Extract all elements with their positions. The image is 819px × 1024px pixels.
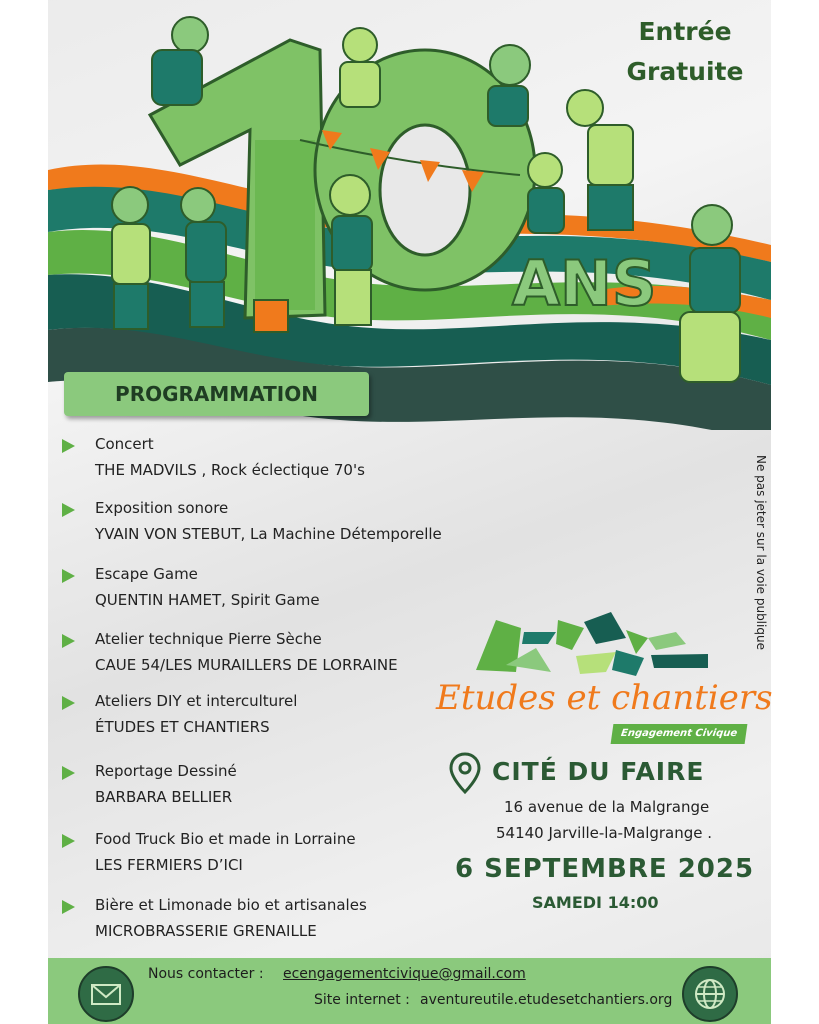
program-item-title: Atelier technique Pierre Sèche xyxy=(95,630,322,648)
triangle-bullet-icon xyxy=(62,900,75,914)
program-item-detail: YVAIN VON STEBUT, La Machine Détemporelle xyxy=(95,525,442,543)
envelope-icon[interactable] xyxy=(78,966,134,1022)
side-notice: Ne pas jeter sur la voie publique xyxy=(754,455,768,650)
program-item-detail: ÉTUDES ET CHANTIERS xyxy=(95,718,270,736)
program-item-title: Food Truck Bio et made in Lorraine xyxy=(95,830,356,848)
program-item-title: Exposition sonore xyxy=(95,499,229,517)
triangle-bullet-icon xyxy=(62,696,75,710)
organizer-tagline: Engagement Civique xyxy=(611,724,748,744)
website-label: Site internet : xyxy=(314,992,410,1008)
program-item-title: Escape Game xyxy=(95,565,198,583)
free-entry-line2: Gratuite xyxy=(626,57,744,86)
venue-address-line2: 54140 Jarville-la-Malgrange . xyxy=(496,824,713,842)
ans-text: ANS xyxy=(512,247,657,320)
triangle-bullet-icon xyxy=(62,634,75,648)
character-top-right xyxy=(488,45,530,126)
program-item-detail: MICROBRASSERIE GRENAILLE xyxy=(95,922,317,940)
character-left xyxy=(112,187,150,329)
website-link[interactable]: aventureutile.etudesetchantiers.org xyxy=(420,992,673,1008)
program-item-detail: BARBARA BELLIER xyxy=(95,788,233,806)
triangle-bullet-icon xyxy=(62,439,75,453)
event-day-time: SAMEDI 14:00 xyxy=(532,893,659,912)
programmation-title: PROGRAMMATION xyxy=(115,382,318,406)
program-item-title: Bière et Limonade bio et artisanales xyxy=(95,896,367,914)
free-entry-line1: Entrée xyxy=(638,17,732,46)
character-trumpet xyxy=(528,153,564,233)
organizer-name: Etudes et chantiers xyxy=(436,678,773,718)
venue-address-line1: 16 avenue de la Malgrange xyxy=(504,798,710,816)
triangle-bullet-icon xyxy=(62,503,75,517)
program-item-detail: THE MADVILS , Rock éclectique 70's xyxy=(95,461,365,479)
triangle-bullet-icon xyxy=(62,834,75,848)
character-top-center xyxy=(340,28,380,107)
character-top-left xyxy=(152,17,208,105)
program-item-detail: CAUE 54/LES MURAILLERS DE LORRAINE xyxy=(95,656,398,674)
triangle-bullet-icon xyxy=(62,766,75,780)
organizer-logo-icon xyxy=(476,610,712,680)
map-pin-icon xyxy=(448,752,482,796)
program-item-title: Concert xyxy=(95,435,154,453)
character-saxophone xyxy=(567,90,633,230)
venue-name: CITÉ DU FAIRE xyxy=(492,757,705,786)
program-item-detail: LES FERMIERS D’ICI xyxy=(95,856,243,874)
program-item-title: Reportage Dessiné xyxy=(95,762,237,780)
contact-email-link[interactable]: ecengagementcivique@gmail.com xyxy=(283,966,526,982)
globe-icon[interactable] xyxy=(682,966,738,1022)
program-item-detail: QUENTIN HAMET, Spirit Game xyxy=(95,591,320,609)
character-center xyxy=(330,175,372,325)
contact-label: Nous contacter : xyxy=(148,966,264,982)
program-item-title: Ateliers DIY et interculturel xyxy=(95,692,298,710)
triangle-bullet-icon xyxy=(62,569,75,583)
programmation-banner xyxy=(64,372,369,416)
event-date: 6 SEPTEMBRE 2025 xyxy=(455,854,755,884)
free-entry xyxy=(600,12,770,92)
